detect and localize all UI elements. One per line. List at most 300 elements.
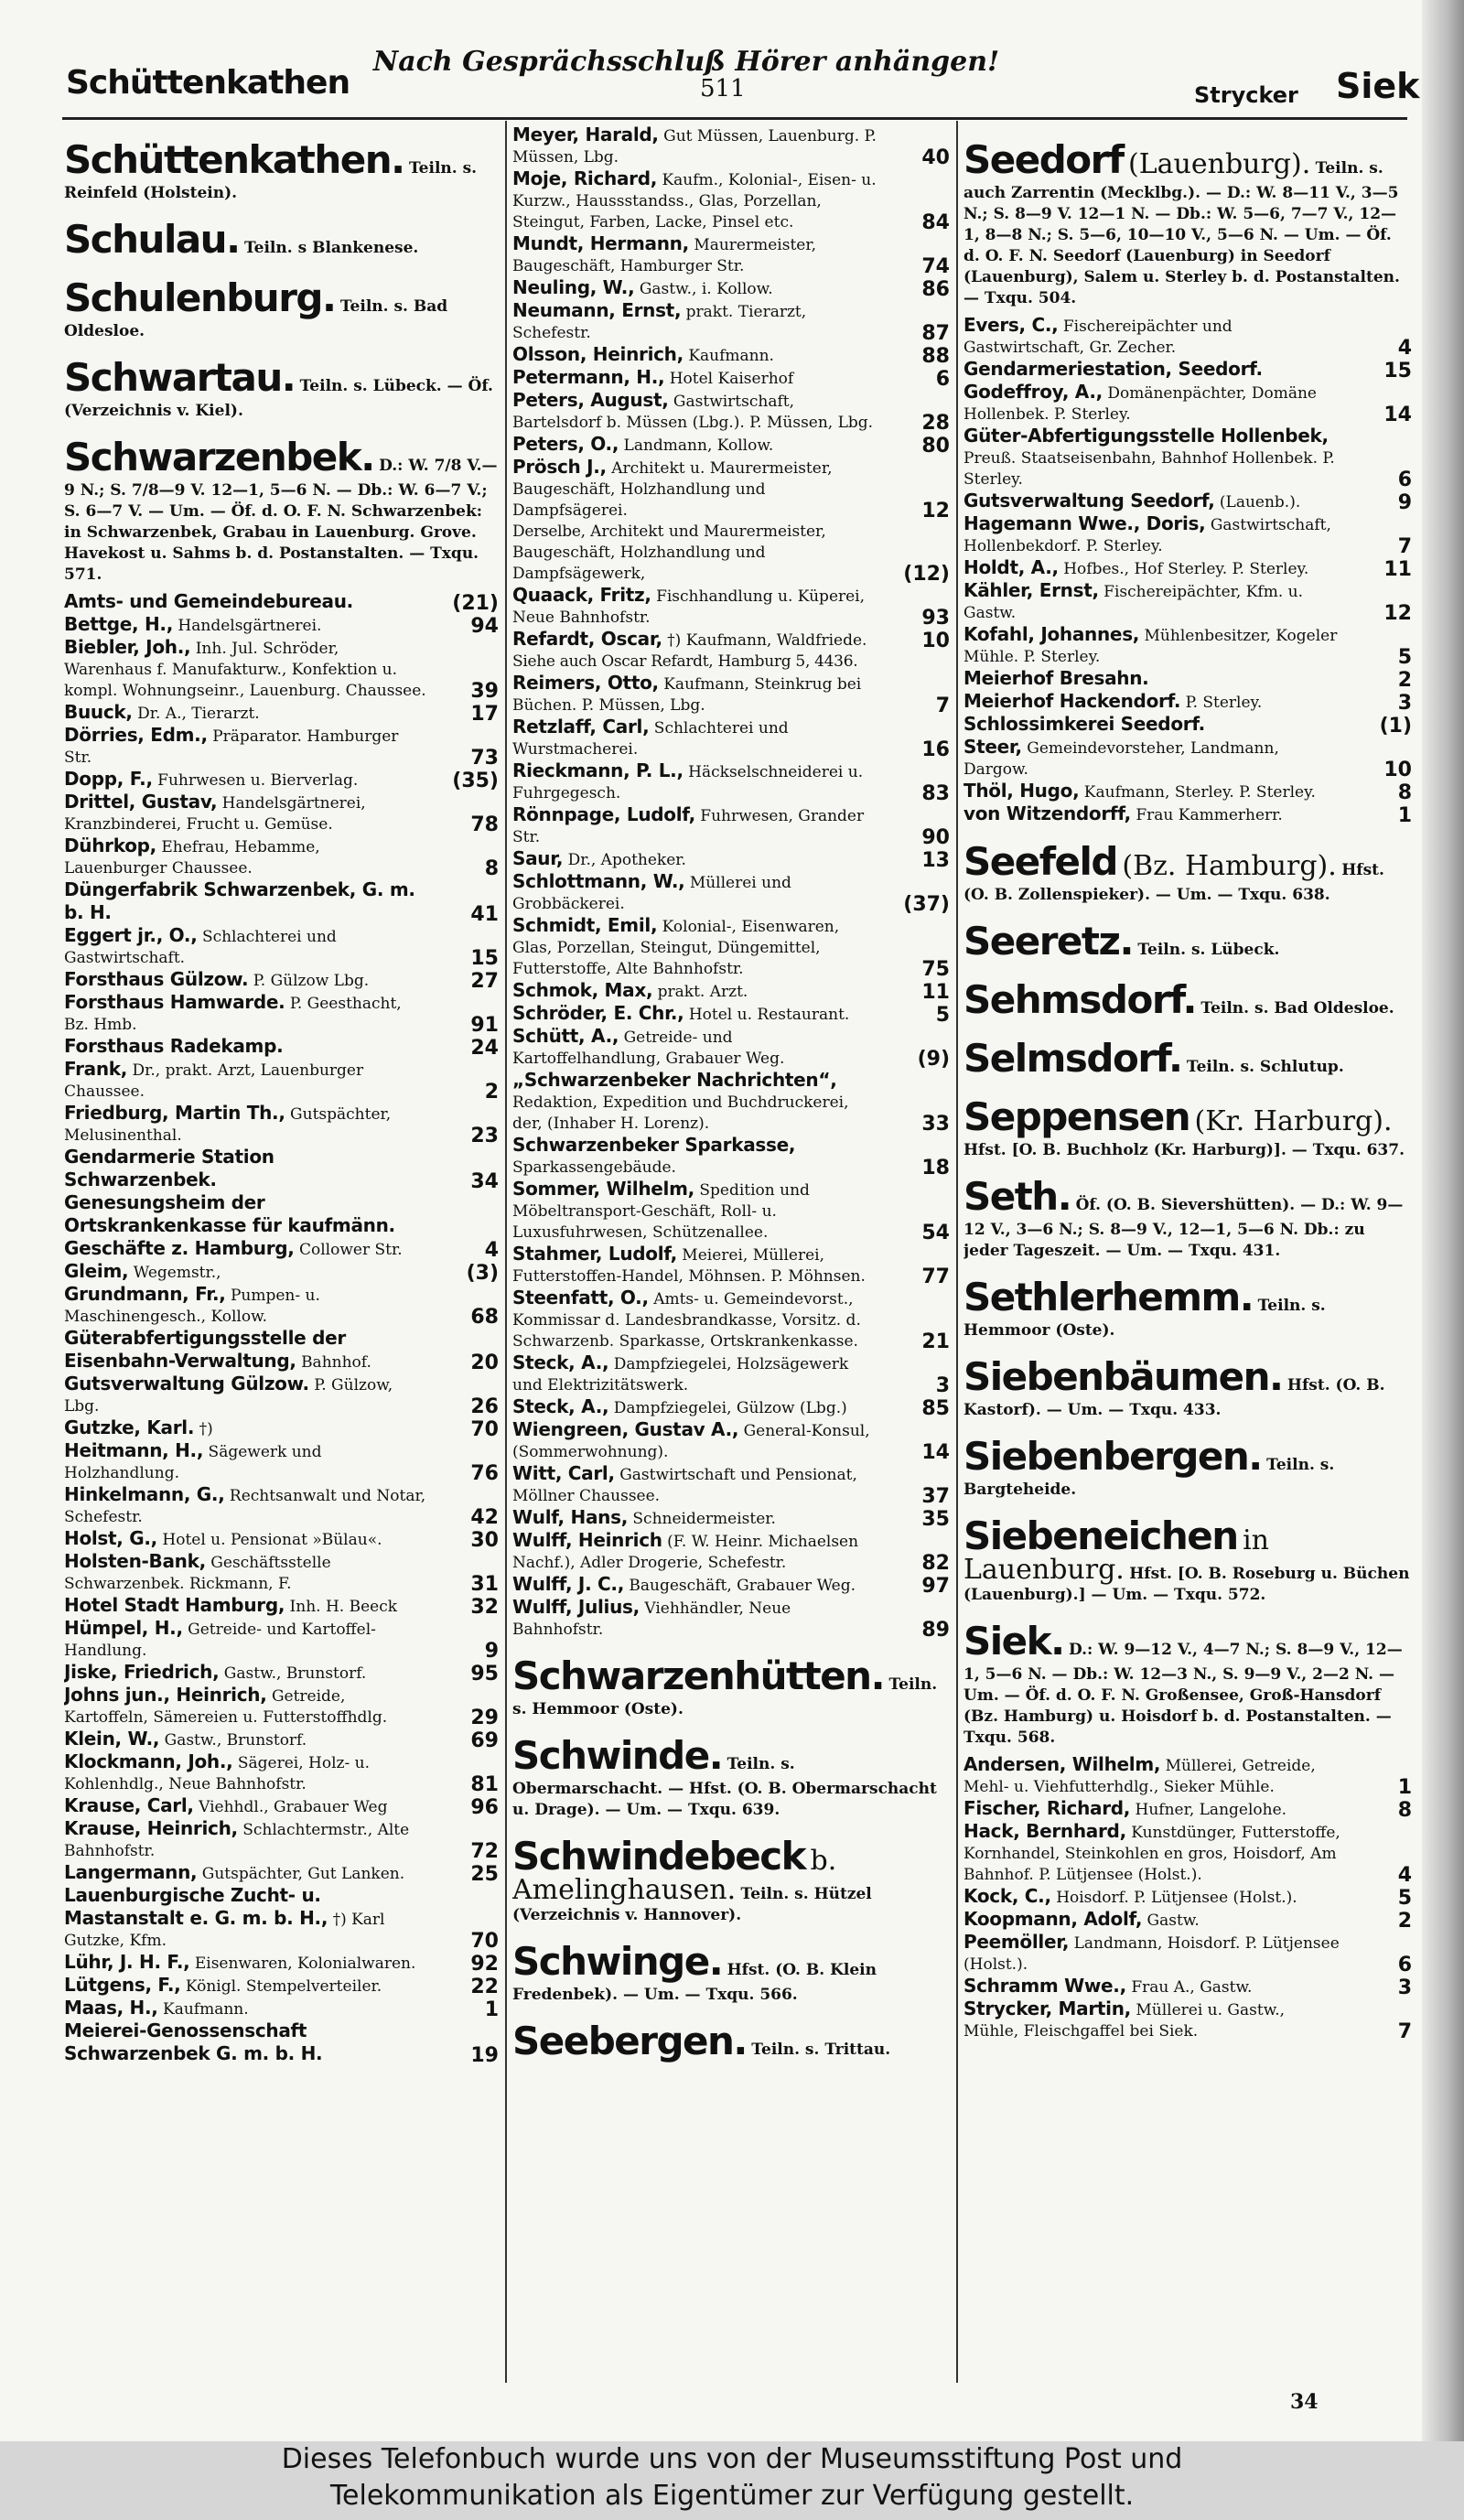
entry-name: Steck, A.,: [512, 1395, 609, 1417]
entry-name: Moje, Richard,: [512, 167, 658, 189]
entry-details: Sägewerk und Holzhandlung.: [64, 1443, 322, 1482]
entry-details: Dampfziegelei, Gülzow (Lbg.): [613, 1399, 847, 1417]
running-head-notice: Nach Gesprächsschluß Hörer anhängen!: [372, 46, 1000, 78]
entry-details: Eisenwaren, Kolonialwaren.: [194, 1955, 416, 1973]
place-name: Schwarzenbek.: [64, 435, 374, 479]
entry-name: Jiske, Friedrich,: [64, 1661, 220, 1683]
phone-number: 6: [1397, 1954, 1412, 1976]
entry-details: P. Sterley.: [1185, 694, 1263, 712]
entry-details: Kaufmann.: [688, 347, 774, 365]
entry-details: Getreide, Kartoffeln, Sämereien u. Futterstoffhdlg.: [64, 1687, 388, 1727]
entry-details: P. Gülzow, Lbg.: [64, 1376, 393, 1416]
phone-number: 5: [935, 1004, 950, 1027]
directory-entry: [512, 673, 950, 716]
place-heading: [64, 435, 499, 586]
directory-entry: [64, 879, 499, 925]
entry-details: Meierei, Müllerei, Futterstoffen-Handel, Möhnsen. P. Möhnsen.: [512, 1246, 866, 1286]
directory-entry: [64, 1059, 499, 1103]
phone-number: 86: [921, 278, 950, 301]
entry-details: Mühlenbesitzer, Kogeler Mühle. P. Sterley.: [963, 627, 1338, 666]
entry-name: Olsson, Heinrich,: [512, 343, 684, 365]
place-name: Schulau.: [64, 217, 240, 262]
entry-name: Hinkelmann, G.,: [64, 1483, 225, 1505]
directory-entry: [963, 359, 1412, 382]
directory-entry: [512, 1287, 950, 1352]
entry-details: Spedition und Möbeltransport-Geschäft, Roll- u. Luxusfuhrwesen, Schützenallee.: [512, 1181, 810, 1242]
entry-details: Frau A., Gastw.: [1131, 1978, 1253, 1997]
directory-entry: [64, 925, 499, 969]
entry-details: Kaufmann.: [163, 2000, 249, 2019]
directory-entry: [64, 1795, 499, 1818]
place-info: Teiln. s. Hemmoor (Oste).: [963, 1297, 1326, 1340]
phone-number: 41: [470, 903, 499, 926]
column-divider: [956, 121, 958, 2383]
directory-entry: [512, 124, 950, 168]
entry-name: Kähler, Ernst,: [963, 579, 1099, 601]
phone-number: 54: [921, 1222, 950, 1244]
phone-number: 3: [1397, 1976, 1412, 1999]
entry-details: Gastwirtschaft, Hollenbekdorf. P. Sterley.: [963, 516, 1331, 555]
entry-details: Viehhdl., Grabauer Weg: [199, 1798, 388, 1816]
entry-name: Prösch J.,: [512, 456, 607, 478]
directory-entry: [64, 1618, 499, 1662]
phone-number: 8: [484, 857, 499, 880]
directory-entry: [64, 1975, 499, 1998]
directory-entry: [512, 848, 950, 871]
place-info: Teiln. s Blankenese.: [243, 239, 419, 257]
entry-name: Friedburg, Martin Th.,: [64, 1102, 285, 1124]
directory-entry: [64, 1662, 499, 1685]
entry-name: Godeffroy, A.,: [963, 381, 1103, 403]
entry-name: Lütgens, F.,: [64, 1974, 181, 1996]
entry-details: Gemeindevorsteher, Landmann, Dargow.: [963, 739, 1279, 779]
entry-name: Buuck,: [64, 701, 133, 723]
directory-entry: [64, 792, 499, 835]
entry-details: Preuß. Staatseisenbahn, Bahnhof Hollenbek. P. Sterley.: [963, 449, 1335, 489]
phone-number: 6: [1397, 468, 1412, 491]
place-name: Schwindebeck: [512, 1834, 806, 1879]
directory-entry: [64, 1998, 499, 2020]
directory-entry: [512, 871, 950, 915]
phone-number: 95: [470, 1663, 499, 1685]
phone-number: 14: [921, 1441, 950, 1464]
entry-details: Hufner, Langelohe.: [1135, 1801, 1287, 1819]
entry-details: Geschäftsstelle Schwarzenbek. Rickmann, F.: [64, 1554, 331, 1593]
entry-name: Steer,: [963, 736, 1022, 758]
directory-entry: [512, 1597, 950, 1641]
entry-name: von Witzendorff,: [963, 802, 1131, 824]
directory-entry: [64, 1952, 499, 1975]
phone-number: 29: [470, 1707, 499, 1729]
directory-entry: [512, 277, 950, 300]
phone-number: 13: [921, 849, 950, 872]
entry-details: Hotel u. Restaurant.: [688, 1006, 850, 1024]
entry-details: Müllerei u. Gastw., Mühle, Fleischgaffel bei Siek.: [963, 2001, 1286, 2041]
entry-name: Fischer, Richard,: [963, 1797, 1131, 1819]
place-heading: [512, 1939, 950, 2006]
phone-number: 14: [1383, 404, 1412, 426]
entry-details: Dampfziegelei, Holzsägewerk und Elektrizitätswerk.: [512, 1355, 849, 1395]
phone-number: 4: [1397, 1864, 1412, 1887]
phone-number: (1): [1379, 715, 1412, 738]
entry-name: Krause, Carl,: [64, 1794, 194, 1816]
entry-details: Schlachterei und Wurstmacherei.: [512, 719, 789, 759]
directory-entry: [512, 1026, 950, 1070]
entry-name: Wulf, Hans,: [512, 1506, 628, 1528]
entry-details: †): [199, 1420, 213, 1438]
directory-entry: [963, 382, 1412, 425]
place-name: Siek.: [963, 1619, 1064, 1664]
entry-details: Dr., Apotheker.: [567, 851, 686, 869]
entry-name: Klockmann, Joh.,: [64, 1750, 233, 1772]
entry-name: Hotel Stadt Hamburg,: [64, 1594, 285, 1616]
phone-number: 82: [921, 1552, 950, 1575]
entry-name: Düngerfabrik Schwarzenbek, G. m. b. H.: [64, 878, 415, 923]
entry-details: Schlachterei und Gastwirtschaft.: [64, 928, 337, 967]
directory-entry: [64, 1728, 499, 1751]
phone-number: 22: [470, 1976, 499, 1998]
phone-number: 5: [1397, 1887, 1412, 1910]
phone-number: 15: [1383, 360, 1412, 382]
place-name: Siebenbergen.: [963, 1434, 1262, 1479]
directory-entry: [963, 1821, 1412, 1886]
entry-name: Witt, Carl,: [512, 1462, 615, 1484]
phone-number: 94: [470, 615, 499, 638]
place-name: Schwinge.: [512, 1939, 723, 1984]
running-head-right: Siek: [1336, 66, 1420, 106]
entry-name: Eggert jr., O.,: [64, 924, 198, 946]
place-info: Teiln. s. Reinfeld (Holstein).: [64, 159, 478, 202]
entry-name: Schütt, A.,: [512, 1025, 619, 1047]
directory-entry: [512, 168, 950, 233]
place-name: Seebergen.: [512, 2019, 747, 2063]
entry-name: Neuling, W.,: [512, 276, 635, 298]
entry-name: Wiengreen, Gustav A.,: [512, 1418, 739, 1440]
directory-entry: [64, 1192, 499, 1261]
entry-name: Forsthaus Gülzow.: [64, 968, 249, 990]
directory-entry: [512, 390, 950, 434]
directory-entry: [512, 1070, 950, 1135]
place-info: D.: W. 7/8 V.— 9 N.; S. 7/8—9 V. 12—1, 5—6 N. — Db.: W. 6—7 V.; S. 6—7 V. — Um. — Öf. d. O. F. N. Schwarzenbek: in Schwarzenbek, Grabau in Lauenburg. Grove. Havekost u. Sahms b. d. Postanstalten. — Txqu. 571.: [64, 457, 498, 584]
place-info: Hfst. (O. B. Zollenspieker). — Um. — Txqu. 638.: [963, 861, 1384, 904]
entry-name: Schlossimkerei Seedorf.: [963, 713, 1205, 735]
entry-details: †) Kaufmann, Waldfriede.: [667, 631, 867, 650]
page-number-bottom: 34: [1290, 2390, 1319, 2414]
phone-number: 23: [470, 1125, 499, 1147]
directory-entry: [512, 629, 950, 652]
entry-details: Sägerei, Holz- u. Kohlenhdlg., Neue Bahnhofstr.: [64, 1754, 370, 1793]
entry-name: Steenfatt, O.,: [512, 1287, 649, 1308]
place-info: Teiln. s. Trittau.: [751, 2041, 891, 2059]
directory-entry: [512, 344, 950, 367]
entry-name: Rieckmann, P. L.,: [512, 759, 684, 781]
directory-entry: [64, 1440, 499, 1484]
place-heading: [512, 1733, 950, 1821]
entry-details: Gastwirtschaft, Bartelsdorf b. Müssen (Lbg.). P. Müssen, Lbg.: [512, 393, 874, 432]
directory-entry: [512, 1003, 950, 1026]
place-name: Schüttenkathen.: [64, 137, 404, 182]
entry-name: Gleim,: [64, 1260, 129, 1282]
place-name: Schwarzenhütten.: [512, 1653, 885, 1698]
directory-entry: [963, 315, 1412, 359]
entry-name: Kofahl, Johannes,: [963, 623, 1140, 645]
entry-details: Collower Str.: [298, 1241, 403, 1259]
place-info: Teiln. s. Hützel (Verzeichnis v. Hannover).: [512, 1885, 872, 1924]
entry-name: Gutsverwaltung Seedorf,: [963, 490, 1215, 512]
entry-name: Genesungsheim der Ortskrankenkasse für kaufmänn. Geschäfte z. Hamburg,: [64, 1191, 395, 1259]
entry-details: Inh. H. Beeck: [289, 1598, 398, 1616]
phone-number: 5: [1397, 646, 1412, 669]
place-heading: [963, 1275, 1412, 1341]
phone-number: 33: [921, 1113, 950, 1136]
phone-number: 10: [921, 630, 950, 652]
phone-number: 31: [470, 1573, 499, 1596]
column-3: [963, 124, 1412, 2386]
place-info: Hfst. (O. B. Kastorf). — Um. — Txqu. 433.: [963, 1376, 1385, 1419]
place-heading: [963, 977, 1412, 1023]
entry-details: Hotel Kaiserhof: [669, 370, 794, 388]
entry-name: Kock, C.,: [963, 1885, 1051, 1907]
directory-entry: [512, 1507, 950, 1530]
entry-details: Handelsgärtnerei.: [178, 617, 322, 635]
place-info: Teiln. s. Lübeck. — Öf. (Verzeichnis v. Kiel).: [64, 377, 493, 420]
phone-number: 7: [1397, 535, 1412, 558]
phone-number: 80: [921, 435, 950, 458]
entry-details: P. Gülzow Lbg.: [253, 972, 370, 990]
entry-name: Maas, H.,: [64, 1997, 158, 2019]
phone-number: 24: [470, 1037, 499, 1060]
directory-entry: [64, 1036, 499, 1059]
directory-entry: [963, 1909, 1412, 1932]
directory-entry: [963, 1798, 1412, 1821]
place-name: Sehmsdorf.: [963, 977, 1196, 1022]
entry-name: Schwarzenbeker Sparkasse,: [512, 1134, 796, 1156]
entry-name: Güterabfertigungsstelle der Eisenbahn-Verwaltung,: [64, 1327, 346, 1372]
entry-name: Krause, Heinrich,: [64, 1817, 238, 1839]
directory-entry: [512, 1419, 950, 1463]
phone-number: 93: [921, 607, 950, 630]
entry-details: Landmann, Hoisdorf. P. Lütjensee (Holst.).: [963, 1934, 1340, 1974]
directory-entry: [64, 1595, 499, 1618]
entry-details: Fischereipächter und Gastwirtschaft, Gr. Zecher.: [963, 318, 1233, 357]
phone-number: 89: [921, 1619, 950, 1642]
entry-name: Wulff, J. C.,: [512, 1573, 624, 1595]
phone-number: 21: [921, 1330, 950, 1353]
place-info: Teiln. s. auch Zarrentin (Mecklbg.). — D.: W. 8—11 V., 3—5 N.; S. 8—9 V. 12—1 N. — Db.: W. 5—6, 7—7 V., 12—1, 8—8 N.; S. 5—6, 10—10 V., 5—6 N. — Um. — Öf. d. O. F. N. Seedorf (Lauenburg) in Seedorf (Lauenburg), Salem u. Sterley b. d. Postanstalten. — Txqu. 504.: [963, 159, 1400, 307]
phone-number: 6: [935, 368, 950, 391]
directory-entry: [64, 969, 499, 992]
directory-entry: [64, 1484, 499, 1528]
entry-details: Kaufm., Kolonial-, Eisen- u. Kurzw., Haussstandss., Glas, Porzellan, Steingut, Farben, Lacke, Pinsel etc.: [512, 171, 877, 232]
entry-details: Landmann, Kollow.: [623, 436, 774, 455]
phone-number: 78: [470, 813, 499, 836]
entry-details: Fischereipächter, Kfm. u. Gastw.: [963, 583, 1304, 622]
entry-name: Biebler, Joh.,: [64, 636, 191, 658]
phone-number: 74: [921, 255, 950, 278]
directory-entry: [64, 1103, 499, 1147]
phone-number: 69: [470, 1729, 499, 1752]
place-heading: [64, 217, 499, 263]
entry-details: Redaktion, Expedition und Buchdruckerei, der, (Inhaber H. Lorenz).: [512, 1093, 849, 1133]
entry-name: Neumann, Ernst,: [512, 299, 682, 321]
phone-number: 70: [470, 1930, 499, 1953]
directory-entry: [64, 1147, 499, 1192]
phone-number: 19: [470, 2044, 499, 2067]
directory-entry: [963, 1932, 1412, 1976]
place-heading: [963, 1036, 1412, 1082]
entry-details: Getreide- und Kartoffelhandlung, Grabauer Weg.: [512, 1028, 785, 1068]
place-name: Siebeneichen: [963, 1513, 1238, 1558]
phone-number: 1: [484, 1998, 499, 2021]
place-name: Siebenbäumen.: [963, 1354, 1283, 1399]
entry-details: Gutspächter, Melusinenthal.: [64, 1105, 392, 1145]
column-2: [512, 124, 950, 2386]
entry-details: prakt. Arzt.: [657, 983, 748, 1001]
phone-number: 4: [484, 1239, 499, 1262]
directory-entry: [963, 714, 1412, 737]
entry-name: Grundmann, Fr.,: [64, 1283, 226, 1305]
place-heading: [963, 1094, 1412, 1161]
phone-number: 1: [1397, 804, 1412, 827]
entry-details: Kaufmann, Steinkrug bei Büchen. P. Müssen, Lbg.: [512, 675, 862, 715]
place-heading: [512, 1653, 950, 1720]
place-heading: [64, 355, 499, 422]
place-region: (Bz. Hamburg).: [1122, 850, 1337, 882]
directory-entry: [64, 1818, 499, 1862]
entry-details: Müllerei, Getreide, Mehl- u. Viehfutterhdlg., Sieker Mühle.: [963, 1757, 1316, 1796]
page-number-top: 511: [700, 75, 746, 102]
entry-name: Meierhof Hackendorf.: [963, 690, 1181, 712]
entry-details: prakt. Tierarzt, Schefestr.: [512, 303, 807, 342]
directory-entry: [963, 1754, 1412, 1798]
entry-details: Kolonial-, Eisenwaren, Glas, Porzellan, Steingut, Düngemittel, Futterstoffe, Alte Bahnhofstr.: [512, 918, 840, 978]
entry-details: Müllerei und Grobbäckerei.: [512, 874, 791, 913]
phone-number: 32: [470, 1596, 499, 1619]
phone-number: 9: [1397, 491, 1412, 514]
phone-number: 68: [470, 1306, 499, 1329]
directory-entry: [64, 614, 499, 637]
entry-name: Meierei-Genossenschaft Schwarzenbek G. m. b. H.: [64, 2019, 323, 2064]
entry-name: Steck, A.,: [512, 1352, 609, 1373]
directory-entry: [963, 691, 1412, 714]
footer-note: [0, 2441, 1464, 2520]
entry-name: Holst, G.,: [64, 1527, 157, 1549]
place-info: Teiln. s. Obermarschacht. — Hfst. (O. B. Obermarschacht u. Drage). — Um. — Txqu. 639.: [512, 1755, 937, 1819]
phone-number: 87: [921, 322, 950, 345]
entry-details: Architekt und Maurermeister, Baugeschäft, Holzhandlung und Dampfsägewerk,: [512, 522, 826, 583]
entry-details: Dr. A., Tierarzt.: [137, 705, 260, 723]
directory-entry: [512, 652, 950, 673]
entry-name: Johns jun., Heinrich,: [64, 1684, 267, 1706]
place-name: Seeretz.: [963, 919, 1133, 964]
entry-details: Kaufmann, Sterley. P. Sterley.: [1083, 783, 1316, 802]
entry-name: Forsthaus Radekamp.: [64, 1035, 284, 1057]
phone-number: 77: [921, 1265, 950, 1288]
entry-details: General-Konsul, (Sommerwohnung).: [512, 1422, 870, 1461]
entry-name: Derselbe,: [512, 522, 586, 541]
place-name: Schwartau.: [64, 355, 296, 400]
phone-number: 70: [470, 1418, 499, 1441]
entry-name: Schröder, E. Chr.,: [512, 1002, 684, 1024]
entry-name: Thöl, Hugo,: [963, 780, 1080, 802]
entry-details: Gastw.: [1146, 1912, 1200, 1930]
directory-entry: [512, 1463, 950, 1507]
entry-details: Präparator. Hamburger Str.: [64, 727, 399, 767]
directory-entry: [512, 585, 950, 629]
column-1: [64, 124, 499, 2386]
entry-details: Fischhandlung u. Küperei, Neue Bahnhofstr.: [512, 587, 866, 627]
entry-name: Koopmann, Adolf,: [963, 1908, 1143, 1930]
entry-name: Wulff, Julius,: [512, 1596, 640, 1618]
entry-name: Retzlaff, Carl,: [512, 716, 650, 738]
directory-entry: [64, 835, 499, 879]
entry-details: P. Geesthacht, Bz. Hmb.: [64, 995, 402, 1034]
place-info: Teiln. s. Lübeck.: [1137, 941, 1280, 959]
entry-details: Sparkassengebäude.: [512, 1158, 676, 1177]
place-heading: [512, 1834, 950, 1926]
phone-number: 12: [921, 500, 950, 522]
directory-entry: [963, 737, 1412, 781]
directory-entry: [64, 2020, 499, 2066]
entry-name: Gutzke, Karl.: [64, 1416, 195, 1438]
place-region: b. Amelinghausen.: [512, 1845, 837, 1906]
phone-number: 3: [1397, 692, 1412, 715]
entry-details: Schneidermeister.: [632, 1510, 776, 1528]
place-heading: [64, 137, 499, 204]
place-info: Öf. (O. B. Sievershütten). — D.: W. 9—12 V., 3—6 N.; S. 8—9 V., 12—1, 5—6 N. Db.: zu jeder Tageszeit. — Um. — Txqu. 431.: [963, 1196, 1404, 1260]
directory-entry: [64, 1417, 499, 1440]
place-info: D.: W. 9—12 V., 4—7 N.; S. 8—9 V., 12—1, 5—6 N. — Db.: W. 12—3 N., S. 9—9 V., 2—2 N. — Um. — Öf. d. O. F. N. Großensee, Groß-Hansdorf (Bz. Hamburg) u. Hoisdorf b. d. Postanstalten. — Txqu. 568.: [963, 1641, 1403, 1747]
place-name: Schulenburg.: [64, 275, 336, 320]
directory-entry: [512, 434, 950, 457]
entry-name: Evers, C.,: [963, 314, 1059, 336]
phone-number: 7: [1397, 2020, 1412, 2043]
directory-entry: [512, 1530, 950, 1574]
entry-details: (F. W. Heinr. Michaelsen Nachf.), Adler Drogerie, Schefestr.: [512, 1533, 859, 1572]
phone-number: 12: [1383, 602, 1412, 625]
directory-entry: [64, 1373, 499, 1417]
phone-number: 11: [921, 981, 950, 1004]
entry-details: Königl. Stempelverteiler.: [185, 1977, 382, 1996]
entry-name: Hümpel, H.,: [64, 1617, 183, 1639]
footer-line: Dieses Telefonbuch wurde uns von der Museumsstiftung Post und: [281, 2443, 1183, 2475]
phone-number: 81: [470, 1773, 499, 1796]
phone-number: (3): [466, 1262, 499, 1285]
directory-entry: [512, 915, 950, 980]
entry-details: Baugeschäft, Grabauer Weg.: [629, 1577, 856, 1595]
phone-number: 83: [921, 782, 950, 805]
entry-name: Gendarmerie Station Schwarzenbek.: [64, 1146, 274, 1190]
entry-name: Peters, O.,: [512, 433, 619, 455]
entry-details: Fuhrwesen, Grander Str.: [512, 807, 865, 846]
entry-name: Hagemann Wwe., Doris,: [963, 512, 1206, 534]
entry-details: Architekt u. Maurermeister, Baugeschäft, Holzhandlung und Dampfsägerei.: [512, 459, 833, 520]
entry-name: Peters, August,: [512, 389, 669, 411]
phone-number: 11: [1383, 558, 1412, 581]
phone-number: 9: [484, 1640, 499, 1663]
phone-number: 2: [484, 1081, 499, 1104]
entry-name: Schramm Wwe.,: [963, 1975, 1126, 1997]
page-edge: [1422, 0, 1464, 2441]
entry-name: Schlottmann, W.,: [512, 870, 685, 892]
place-region: (Lauenburg).: [1128, 148, 1311, 180]
place-heading: [963, 1513, 1412, 1606]
entry-name: Meyer, Harald,: [512, 124, 659, 145]
directory-entry: [512, 1396, 950, 1419]
phone-number: 84: [921, 211, 950, 234]
directory-entry: [64, 1328, 499, 1373]
entry-name: Drittel, Gustav,: [64, 791, 218, 813]
